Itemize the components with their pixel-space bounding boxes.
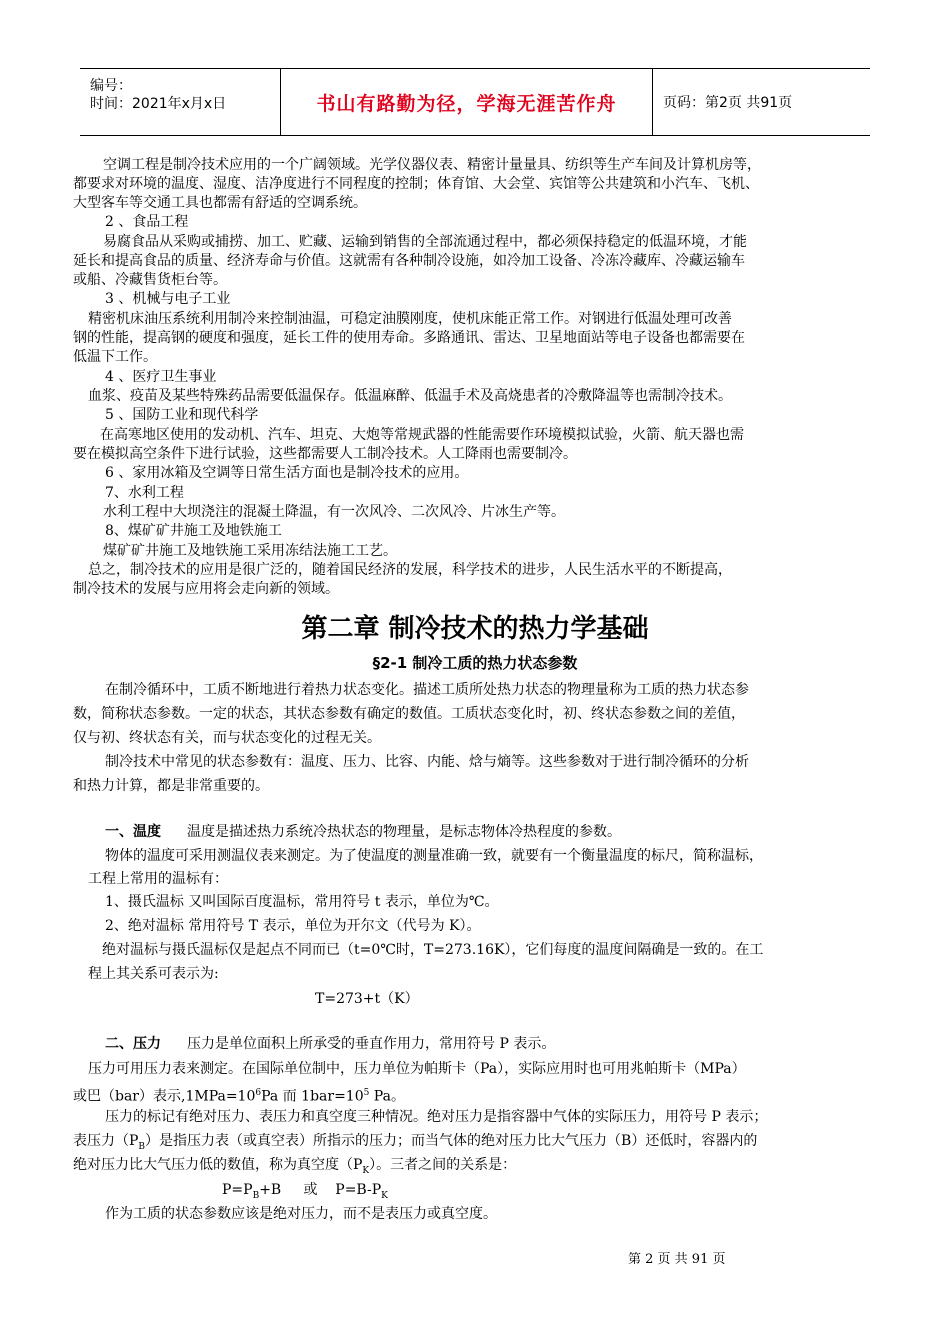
- list-heading: 5 、国防工业和现代科学: [105, 407, 259, 423]
- text-line: 绝对温标与摄氏温标仅是起点不同而已（t=0℃时，T=273.16K），它们每度的温度间隔确是一致的。在工: [102, 942, 764, 958]
- text-line: 都要求对环境的温度、湿度、洁净度进行不同程度的控制；体育馆、大会堂、宾馆等公共建筑和小汽车、飞机、: [73, 176, 759, 192]
- text-line: 绝对压力比大气压力低的数值，称为真空度$(P_K)$。三者之间的关系是：: [73, 1157, 517, 1176]
- list-heading: 7、水利工程: [105, 485, 184, 501]
- text-line: 物体的温度可采用测温仪表来测定。为了使温度的测量准确一致，就要有一个衡量温度的标尺，简称温标，: [105, 848, 763, 864]
- text-line: 仅与初、终状态有关，而与状态变化的过程无关。: [73, 730, 381, 746]
- text-line: 钢的性能，提高钢的硬度和强度，延长工件的使用寿命。多路通讯、雷达、卫星地面站等电子设备也都需要在: [73, 330, 745, 346]
- header-page-cell: [653, 69, 870, 135]
- pressure-formula: $P=P_B+B$ 或 $P=B-P_K$: [222, 1182, 388, 1201]
- text-line: 或船、冷藏售货柜台等。: [73, 272, 227, 288]
- pressure-paragraph: [105, 1035, 555, 1054]
- text-line: 水利工程中大坝浇注的混凝土降温，有一次风冷、二次风冷、片冰生产等。: [103, 504, 565, 520]
- list-heading: 4 、医疗卫生事业: [105, 369, 217, 385]
- text-line: 压力可用压力表来测定。在国际单位制中，压力单位为帕斯卡（Pa），实际应用时也可用兆帕斯卡（MPa）: [88, 1061, 746, 1077]
- text-line: 易腐食品从采购或捕捞、加工、贮藏、运输到销售的全部流通过程中，都必须保持稳定的低温环境，才能: [103, 234, 747, 250]
- pressure-heading: 二、压力: [105, 1036, 161, 1052]
- list-heading: 8、煤矿矿井施工及地铁施工: [105, 523, 282, 539]
- text-line: 低温下工作。: [73, 349, 157, 365]
- text-line: 和热力计算，都是非常重要的。: [73, 778, 269, 794]
- text-line: 煤矿矿井施工及地铁施工采用冻结法施工工艺。: [103, 543, 397, 559]
- text-line: 工程上常用的温标有：: [88, 871, 228, 887]
- text-line: 制冷技术中常见的状态参数有：温度、压力、比容、内能、焓与熵等。这些参数对于进行制冷循环的分析: [105, 754, 749, 770]
- list-heading: 2 、食品工程: [105, 214, 189, 230]
- page-header: [80, 68, 870, 136]
- text-line: 空调工程是制冷技术应用的一个广阔领域。光学仪器仪表、精密计量量具、纺织等生产车间及计算机房等，: [103, 157, 761, 173]
- text-line: 数，简称状态参数。一定的状态，其状态参数有确定的数值。工质状态变化时，初、终状态参数之间的差值，: [73, 706, 745, 722]
- text-line: 大型客车等交通工具也都需有舒适的空调系统。: [73, 195, 367, 211]
- text-line: 或巴（bar）表示$,1MPa=10^6Pa$ 而 $1bar=10^5$ Pa。: [73, 1088, 405, 1105]
- text-line: 表压力$(P_B)$是指压力表（或真空表）所指示的压力；而当气体的绝对压力比大气压力（B）还低时，容器内的: [73, 1133, 758, 1152]
- list-heading: 6 、家用冰箱及空调等日常生活方面也是制冷技术的应用。: [105, 465, 469, 481]
- text-line: 总之，制冷技术的应用是很广泛的，随着国民经济的发展，科学技术的进步，人民生活水平的不断提高，: [88, 562, 732, 578]
- temperature-definition: 温度是描述热力系统冷热状态的物理量，是标志物体冷热程度的参数。: [187, 824, 621, 840]
- temperature-heading: 一、温度: [105, 824, 161, 840]
- text-line: 程上其关系可表示为:: [88, 966, 219, 982]
- temperature-formula: T=273+t（K）: [315, 991, 419, 1007]
- document-number-label: 编号：: [90, 78, 132, 94]
- text-line: 精密机床油压系统利用制冷来控制油温，可稳定油膜刚度，使机床能正常工作。对钢进行低温处理可改善: [88, 311, 732, 327]
- text-line: 压力的标记有绝对压力、表压力和真空度三种情况。绝对压力是指容器中气体的实际压力，用符号 P 表示；: [105, 1109, 768, 1125]
- temperature-paragraph: [105, 823, 621, 842]
- header-motto-cell: [281, 69, 653, 135]
- list-heading: 3 、机械与电子工业: [105, 291, 231, 307]
- text-line: 制冷技术的发展与应用将会走向新的领域。: [73, 581, 339, 597]
- document-date-label: 时间：2021年x月x日: [90, 96, 227, 112]
- text-line: 要在模拟高空条件下进行试验，这些都需要人工制冷技术。人工降雨也需要制冷。: [73, 446, 577, 462]
- header-meta-cell: [80, 69, 281, 135]
- header-page-number: 页码：第2页 共91页: [663, 95, 793, 111]
- chapter-title: 第二章 制冷技术的热力学基础: [301, 614, 649, 644]
- text-line: 在制冷循环中，工质不断地进行着热力状态变化。描述工质所处热力状态的物理量称为工质的热力状态参: [105, 682, 749, 698]
- text-line: 1、摄氏温标 又叫国际百度温标，常用符号 t 表示，单位为℃。: [105, 894, 499, 910]
- text-line: 在高寒地区使用的发动机、汽车、坦克、大炮等常规武器的性能需要作环境模拟试验，火箭、航天器也需: [100, 427, 744, 443]
- text-line: 血浆、疫苗及某些特殊药品需要低温保存。低温麻醉、低温手术及高烧患者的冷敷降温等也需制冷技术。: [88, 388, 732, 404]
- text-line: 延长和提高食品的质量、经济寿命与价值。这就需有各种制冷设施，如冷加工设备、冷冻冷藏库、冷藏运输车: [73, 253, 745, 269]
- pressure-definition: 压力是单位面积上所承受的垂直作用力，常用符号 P 表示。: [187, 1036, 556, 1052]
- page-footer: 第 2 页 共 91 页: [628, 1252, 726, 1267]
- text-line: 2、绝对温标 常用符号 T 表示，单位为开尔文（代号为 K）。: [105, 918, 481, 934]
- section-title: §2-1 制冷工质的热力状态参数: [372, 654, 578, 672]
- header-motto: 书山有路勤为径，学海无涯苦作舟: [316, 92, 617, 115]
- text-line: 作为工质的状态参数应该是绝对压力，而不是表压力或真空度。: [105, 1206, 497, 1222]
